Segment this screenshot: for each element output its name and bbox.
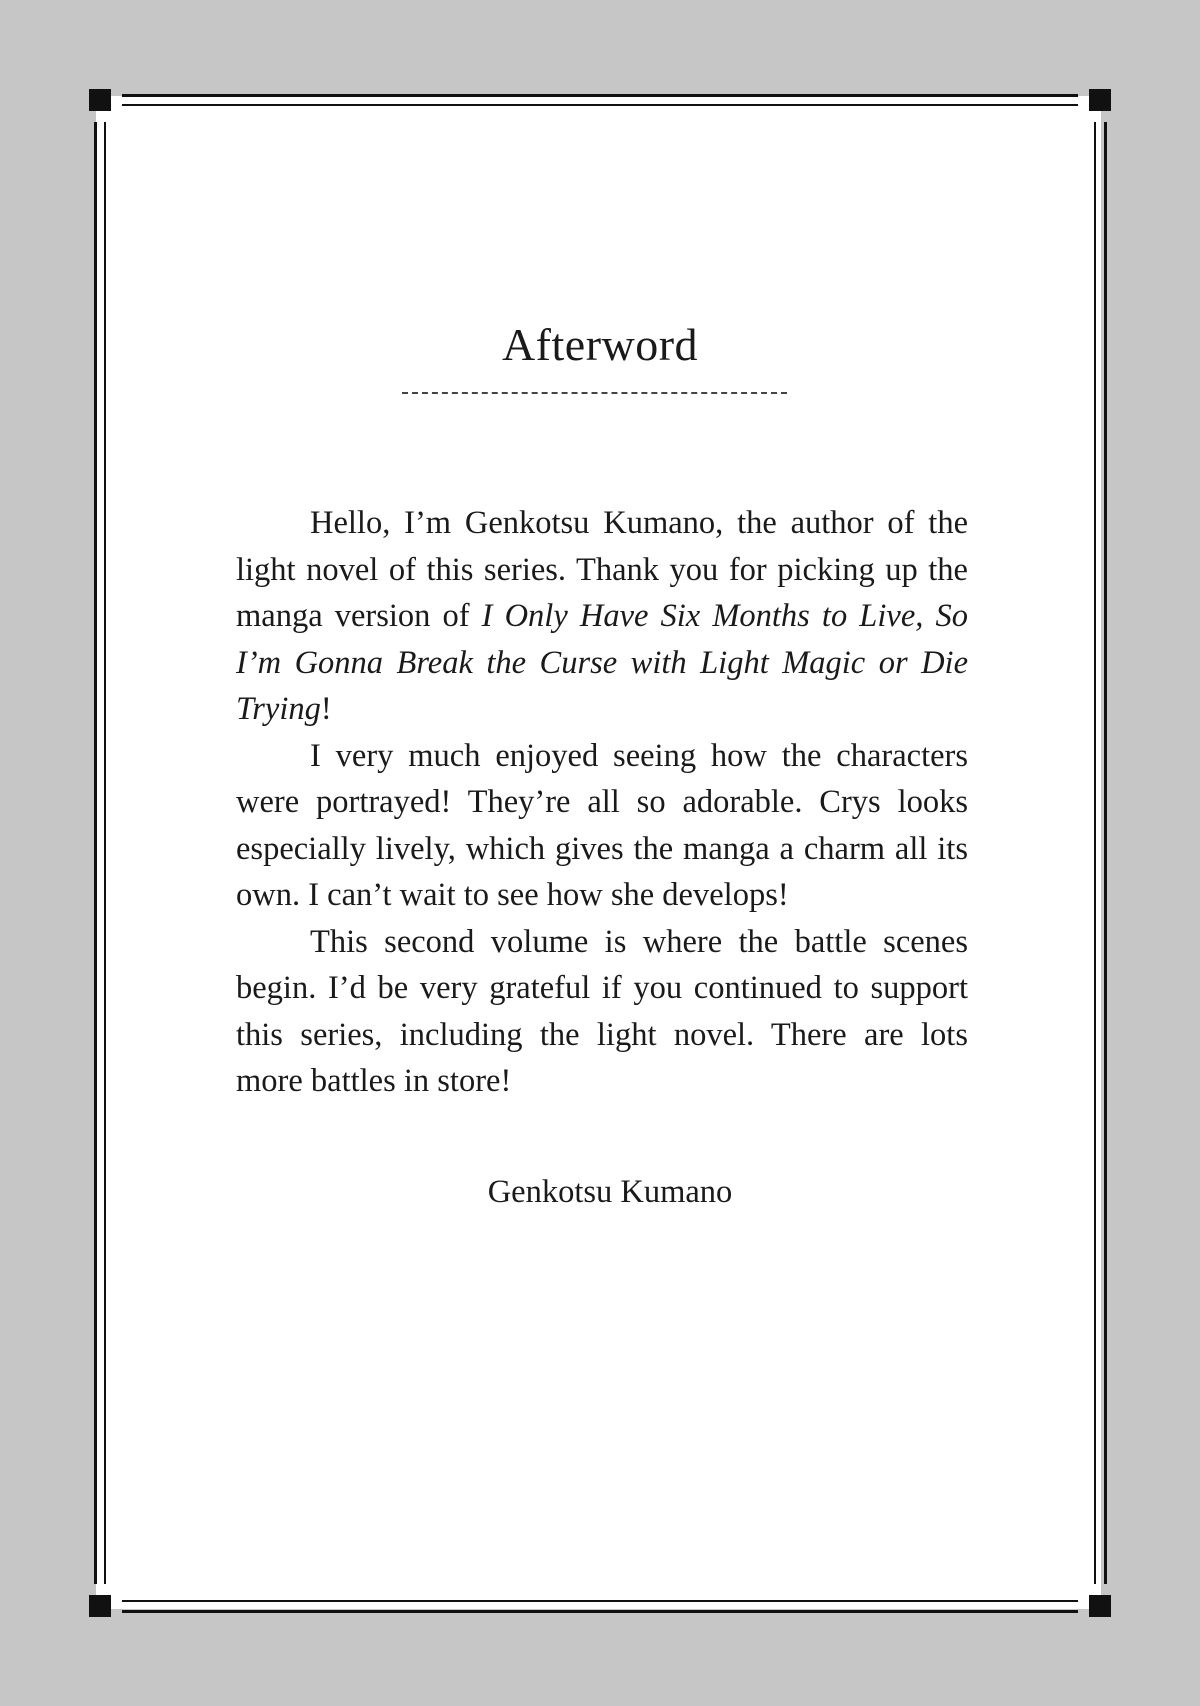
paragraph-3-text: This second volume is where the battle scenes begin. I’d be very grateful if you continued to support this series, including the light novel. There are lots more battles in store! (236, 923, 968, 1099)
frame-top-inner-line (122, 104, 1078, 106)
paragraph-2-text: I very much enjoyed seeing how the characters were portrayed! They’re all so adorable. Crys looks especially lively, which gives the manga a charm all its own. I can’t wait to see how she develops! (236, 737, 968, 913)
frame-bottom-outer-line (122, 1610, 1078, 1613)
paragraph-3 (236, 919, 968, 1105)
title-dashed-rule (402, 392, 787, 394)
frame-top-outer-line (122, 94, 1078, 97)
paragraph-2 (236, 733, 968, 919)
afterword-body (236, 500, 968, 1105)
corner-square-bottom-left (89, 1595, 111, 1617)
corner-square-top-left (89, 89, 111, 111)
page-title: Afterword (501, 319, 699, 370)
corner-square-bottom-right (1089, 1595, 1111, 1617)
corner-square-top-right (1089, 89, 1111, 111)
frame-bottom-inner-line (122, 1600, 1078, 1602)
paragraph-1 (236, 500, 968, 733)
paragraph-1-text: Hello, I’m Genkotsu Kumano, the author of the light novel of this series. Thank you for picking up the manga version of (236, 505, 968, 634)
author-signature: Genkotsu Kumano (487, 1174, 733, 1210)
paragraph-1-ending: ! (320, 691, 332, 727)
paragraph-1-book-title: I Only Have Six Months to Live, So I’m Gonna Break the Curse with Light Magic or Die Trying (236, 598, 968, 727)
